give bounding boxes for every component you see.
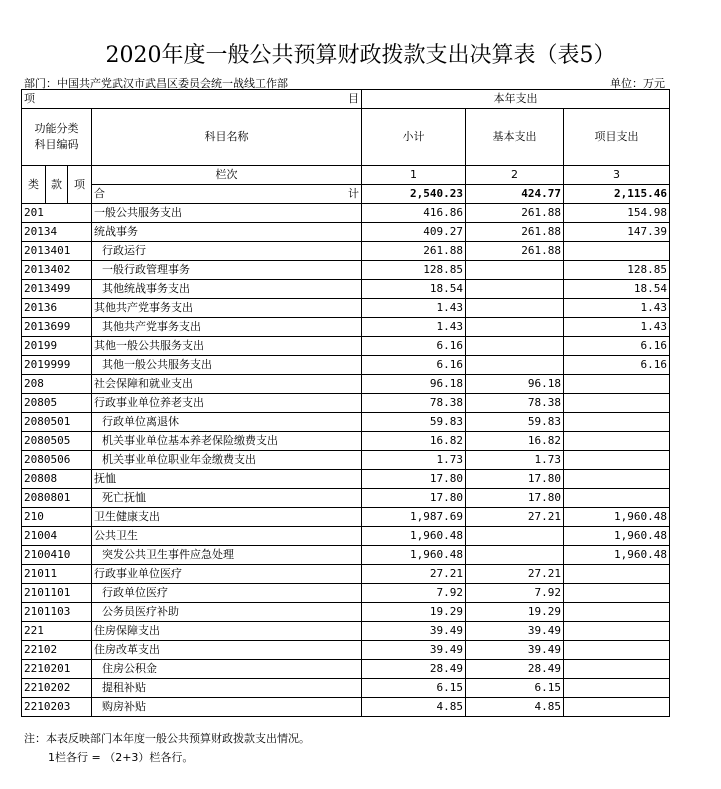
header-item-left: 项 bbox=[24, 92, 35, 105]
row-basic: 27.21 bbox=[466, 565, 564, 584]
total-label-right: 计 bbox=[348, 187, 359, 200]
row-subtotal: 28.49 bbox=[362, 660, 466, 679]
table-row bbox=[22, 280, 670, 299]
row-basic: 261.88 bbox=[466, 204, 564, 223]
row-basic: 96.18 bbox=[466, 375, 564, 394]
row-project: 1,960.48 bbox=[564, 508, 670, 527]
row-subtotal: 27.21 bbox=[362, 565, 466, 584]
total-row bbox=[22, 185, 670, 204]
row-name: 卫生健康支出 bbox=[92, 508, 362, 527]
total-project: 2,115.46 bbox=[564, 185, 670, 204]
header-subtotal: 小计 bbox=[362, 109, 466, 166]
row-project bbox=[564, 451, 670, 470]
row-name: 行政事业单位养老支出 bbox=[92, 394, 362, 413]
row-name: 一般公共服务支出 bbox=[92, 204, 362, 223]
table-row bbox=[22, 223, 670, 242]
row-name: 行政事业单位医疗 bbox=[92, 565, 362, 584]
row-project bbox=[564, 470, 670, 489]
row-code: 21004 bbox=[22, 527, 92, 546]
row-name: 公共卫生 bbox=[92, 527, 362, 546]
row-subtotal: 17.80 bbox=[362, 470, 466, 489]
row-subtotal: 18.54 bbox=[362, 280, 466, 299]
row-subtotal: 16.82 bbox=[362, 432, 466, 451]
total-subtotal: 2,540.23 bbox=[362, 185, 466, 204]
total-label-cell bbox=[92, 185, 362, 204]
row-name: 其他共产党事务支出 bbox=[92, 318, 362, 337]
row-basic bbox=[466, 356, 564, 375]
row-basic bbox=[466, 337, 564, 356]
row-basic: 28.49 bbox=[466, 660, 564, 679]
header-col3: 3 bbox=[564, 166, 670, 185]
table-row bbox=[22, 451, 670, 470]
row-subtotal: 6.16 bbox=[362, 337, 466, 356]
row-name: 其他共产党事务支出 bbox=[92, 299, 362, 318]
row-code: 2013499 bbox=[22, 280, 92, 299]
row-basic: 39.49 bbox=[466, 641, 564, 660]
table-row bbox=[22, 356, 670, 375]
row-name: 突发公共卫生事件应急处理 bbox=[92, 546, 362, 565]
row-basic bbox=[466, 299, 564, 318]
row-subtotal: 409.27 bbox=[362, 223, 466, 242]
footnote-2: 1栏各行 = （2+3）栏各行。 bbox=[48, 751, 194, 764]
row-name: 抚恤 bbox=[92, 470, 362, 489]
row-subtotal: 1,960.48 bbox=[362, 527, 466, 546]
table-row bbox=[22, 394, 670, 413]
unit-label: 单位：万元 bbox=[610, 77, 665, 90]
table-row bbox=[22, 318, 670, 337]
row-subtotal: 39.49 bbox=[362, 622, 466, 641]
row-name: 行政单位离退休 bbox=[92, 413, 362, 432]
table-row bbox=[22, 204, 670, 223]
row-project bbox=[564, 679, 670, 698]
row-project bbox=[564, 584, 670, 603]
table-row bbox=[22, 470, 670, 489]
row-basic bbox=[466, 261, 564, 280]
table-row bbox=[22, 527, 670, 546]
row-subtotal: 7.92 bbox=[362, 584, 466, 603]
row-project bbox=[564, 565, 670, 584]
header-xiang: 项 bbox=[68, 166, 92, 204]
row-project: 6.16 bbox=[564, 337, 670, 356]
row-basic: 4.85 bbox=[466, 698, 564, 717]
header-row-order bbox=[22, 166, 670, 185]
row-code: 2019999 bbox=[22, 356, 92, 375]
table-row bbox=[22, 261, 670, 280]
row-name: 其他一般公共服务支出 bbox=[92, 337, 362, 356]
row-code: 2210203 bbox=[22, 698, 92, 717]
row-subtotal: 1,960.48 bbox=[362, 546, 466, 565]
row-basic bbox=[466, 280, 564, 299]
row-code: 2210201 bbox=[22, 660, 92, 679]
total-label-left: 合 bbox=[94, 187, 105, 200]
row-project: 6.16 bbox=[564, 356, 670, 375]
row-name: 行政单位医疗 bbox=[92, 584, 362, 603]
row-basic bbox=[466, 546, 564, 565]
row-code: 210 bbox=[22, 508, 92, 527]
table-row bbox=[22, 584, 670, 603]
table-row bbox=[22, 565, 670, 584]
row-project bbox=[564, 660, 670, 679]
row-basic: 16.82 bbox=[466, 432, 564, 451]
row-project bbox=[564, 698, 670, 717]
row-subtotal: 17.80 bbox=[362, 489, 466, 508]
row-name: 住房保障支出 bbox=[92, 622, 362, 641]
row-code: 2080501 bbox=[22, 413, 92, 432]
row-subtotal: 1.73 bbox=[362, 451, 466, 470]
budget-table bbox=[21, 89, 670, 717]
row-subtotal: 59.83 bbox=[362, 413, 466, 432]
table-header bbox=[22, 90, 670, 204]
row-name: 行政运行 bbox=[92, 242, 362, 261]
row-project bbox=[564, 375, 670, 394]
table-row bbox=[22, 299, 670, 318]
row-project: 154.98 bbox=[564, 204, 670, 223]
row-name: 住房公积金 bbox=[92, 660, 362, 679]
row-basic bbox=[466, 527, 564, 546]
row-name: 其他一般公共服务支出 bbox=[92, 356, 362, 375]
table-row bbox=[22, 413, 670, 432]
row-basic: 17.80 bbox=[466, 470, 564, 489]
row-name: 住房改革支出 bbox=[92, 641, 362, 660]
row-project: 1.43 bbox=[564, 299, 670, 318]
row-project: 147.39 bbox=[564, 223, 670, 242]
header-item-cell bbox=[22, 90, 362, 109]
header-lei: 类 bbox=[22, 166, 46, 204]
row-code: 2013401 bbox=[22, 242, 92, 261]
page-title: 2020年度一般公共预算财政拨款支出决算表（表5） bbox=[105, 43, 616, 68]
row-subtotal: 39.49 bbox=[362, 641, 466, 660]
row-project: 1.43 bbox=[564, 318, 670, 337]
row-subtotal: 78.38 bbox=[362, 394, 466, 413]
row-basic: 19.29 bbox=[466, 603, 564, 622]
row-project: 1,960.48 bbox=[564, 527, 670, 546]
table-row bbox=[22, 337, 670, 356]
header-basic: 基本支出 bbox=[466, 109, 564, 166]
row-basic: 59.83 bbox=[466, 413, 564, 432]
row-code: 20136 bbox=[22, 299, 92, 318]
row-project bbox=[564, 641, 670, 660]
row-project bbox=[564, 603, 670, 622]
header-row-columns bbox=[22, 109, 670, 166]
row-subtotal: 19.29 bbox=[362, 603, 466, 622]
row-code: 221 bbox=[22, 622, 92, 641]
header-row-item bbox=[22, 90, 670, 109]
footnote-1: 注：本表反映部门本年度一般公共预算财政拨款支出情况。 bbox=[24, 732, 310, 745]
header-item-right: 目 bbox=[348, 92, 359, 105]
row-basic bbox=[466, 318, 564, 337]
total-basic: 424.77 bbox=[466, 185, 564, 204]
row-project bbox=[564, 394, 670, 413]
row-code: 22102 bbox=[22, 641, 92, 660]
header-func-code: 功能分类 科目编码 bbox=[22, 109, 92, 166]
header-column-order: 栏次 bbox=[92, 166, 362, 185]
row-code: 2013402 bbox=[22, 261, 92, 280]
row-project: 128.85 bbox=[564, 261, 670, 280]
row-basic: 7.92 bbox=[466, 584, 564, 603]
row-name: 一般行政管理事务 bbox=[92, 261, 362, 280]
table-row bbox=[22, 622, 670, 641]
row-subtotal: 1.43 bbox=[362, 318, 466, 337]
row-name: 公务员医疗补助 bbox=[92, 603, 362, 622]
row-name: 购房补贴 bbox=[92, 698, 362, 717]
row-code: 20808 bbox=[22, 470, 92, 489]
row-code: 2080506 bbox=[22, 451, 92, 470]
row-subtotal: 128.85 bbox=[362, 261, 466, 280]
header-col2: 2 bbox=[466, 166, 564, 185]
table-row bbox=[22, 508, 670, 527]
table-row bbox=[22, 641, 670, 660]
row-code: 2101103 bbox=[22, 603, 92, 622]
row-code: 2210202 bbox=[22, 679, 92, 698]
row-project bbox=[564, 242, 670, 261]
row-basic: 6.15 bbox=[466, 679, 564, 698]
row-code: 2080505 bbox=[22, 432, 92, 451]
row-name: 提租补贴 bbox=[92, 679, 362, 698]
header-current-year: 本年支出 bbox=[362, 90, 670, 109]
row-code: 2080801 bbox=[22, 489, 92, 508]
row-subtotal: 1,987.69 bbox=[362, 508, 466, 527]
header-subject-name: 科目名称 bbox=[92, 109, 362, 166]
row-subtotal: 96.18 bbox=[362, 375, 466, 394]
row-name: 死亡抚恤 bbox=[92, 489, 362, 508]
table-row bbox=[22, 546, 670, 565]
row-code: 21011 bbox=[22, 565, 92, 584]
row-subtotal: 4.85 bbox=[362, 698, 466, 717]
row-code: 201 bbox=[22, 204, 92, 223]
header-project: 项目支出 bbox=[564, 109, 670, 166]
table-row bbox=[22, 432, 670, 451]
table-body bbox=[22, 204, 670, 717]
row-code: 20805 bbox=[22, 394, 92, 413]
row-subtotal: 6.16 bbox=[362, 356, 466, 375]
department-label: 部门：中国共产党武汉市武昌区委员会统一战线工作部 bbox=[24, 77, 288, 90]
table-row bbox=[22, 698, 670, 717]
row-project: 1,960.48 bbox=[564, 546, 670, 565]
row-code: 2100410 bbox=[22, 546, 92, 565]
table-row bbox=[22, 242, 670, 261]
row-subtotal: 416.86 bbox=[362, 204, 466, 223]
row-subtotal: 261.88 bbox=[362, 242, 466, 261]
table-row bbox=[22, 603, 670, 622]
row-basic: 39.49 bbox=[466, 622, 564, 641]
row-project: 18.54 bbox=[564, 280, 670, 299]
row-code: 20134 bbox=[22, 223, 92, 242]
row-project bbox=[564, 622, 670, 641]
row-basic: 261.88 bbox=[466, 223, 564, 242]
row-code: 2013699 bbox=[22, 318, 92, 337]
row-basic: 78.38 bbox=[466, 394, 564, 413]
row-project bbox=[564, 432, 670, 451]
table-row bbox=[22, 375, 670, 394]
row-project bbox=[564, 489, 670, 508]
row-code: 20199 bbox=[22, 337, 92, 356]
header-col1: 1 bbox=[362, 166, 466, 185]
row-name: 机关事业单位基本养老保险缴费支出 bbox=[92, 432, 362, 451]
header-kuan: 款 bbox=[46, 166, 68, 204]
row-subtotal: 1.43 bbox=[362, 299, 466, 318]
row-project bbox=[564, 413, 670, 432]
table-row bbox=[22, 660, 670, 679]
row-name: 机关事业单位职业年金缴费支出 bbox=[92, 451, 362, 470]
row-name: 社会保障和就业支出 bbox=[92, 375, 362, 394]
table-row bbox=[22, 679, 670, 698]
row-basic: 17.80 bbox=[466, 489, 564, 508]
row-basic: 1.73 bbox=[466, 451, 564, 470]
row-code: 208 bbox=[22, 375, 92, 394]
row-basic: 27.21 bbox=[466, 508, 564, 527]
row-name: 统战事务 bbox=[92, 223, 362, 242]
table-row bbox=[22, 489, 670, 508]
row-name: 其他统战事务支出 bbox=[92, 280, 362, 299]
row-code: 2101101 bbox=[22, 584, 92, 603]
row-subtotal: 6.15 bbox=[362, 679, 466, 698]
row-basic: 261.88 bbox=[466, 242, 564, 261]
